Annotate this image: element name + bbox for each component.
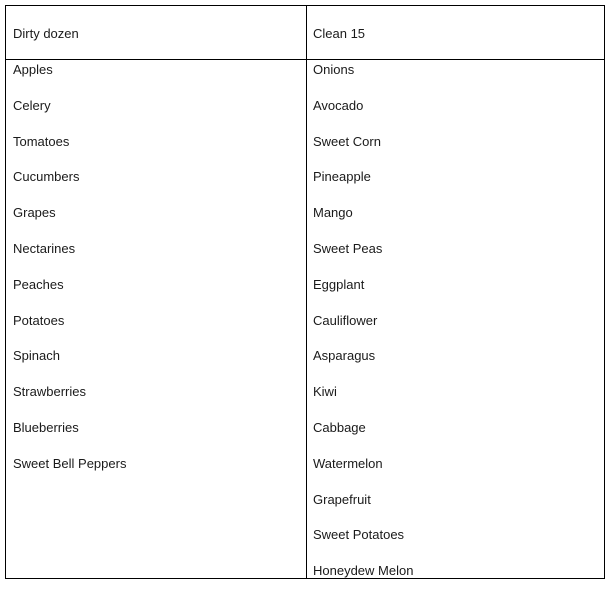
list-item: Pineapple <box>313 169 371 185</box>
list-item: Sweet Corn <box>313 133 381 149</box>
list-item: Onions <box>313 62 355 77</box>
column-divider <box>306 6 307 578</box>
dirty-dozen-list <box>13 62 126 492</box>
list-item: Celery <box>13 97 51 113</box>
list-item: Grapefruit <box>313 491 371 507</box>
list-item: Asparagus <box>313 348 376 364</box>
list-item: Watermelon <box>313 455 383 471</box>
clean-15-list <box>313 62 413 599</box>
header-dirty-dozen: Dirty dozen <box>13 26 79 41</box>
list-item: Sweet Potatoes <box>313 527 405 543</box>
list-item: Nectarines <box>13 240 76 256</box>
list-item: Honeydew Melon <box>313 563 414 579</box>
header-divider <box>6 59 604 60</box>
list-item: Blueberries <box>13 419 79 435</box>
list-item: Peaches <box>13 276 64 292</box>
produce-table <box>5 5 605 579</box>
list-item: Tomatoes <box>13 133 70 149</box>
list-item: Potatoes <box>13 312 65 328</box>
list-item: Mango <box>313 205 353 221</box>
list-item: Sweet Bell Peppers <box>13 455 127 471</box>
list-item: Apples <box>13 62 53 77</box>
list-item: Sweet Peas <box>313 240 383 256</box>
list-item: Cucumbers <box>13 169 80 185</box>
header-clean-15: Clean 15 <box>313 26 366 41</box>
list-item: Strawberries <box>13 384 86 400</box>
list-item: Kiwi <box>313 384 337 400</box>
list-item: Spinach <box>13 348 60 364</box>
list-item: Cabbage <box>313 419 366 435</box>
list-item: Avocado <box>313 97 364 113</box>
list-item: Eggplant <box>313 276 365 292</box>
list-item: Cauliflower <box>313 312 378 328</box>
list-item: Grapes <box>13 205 56 221</box>
